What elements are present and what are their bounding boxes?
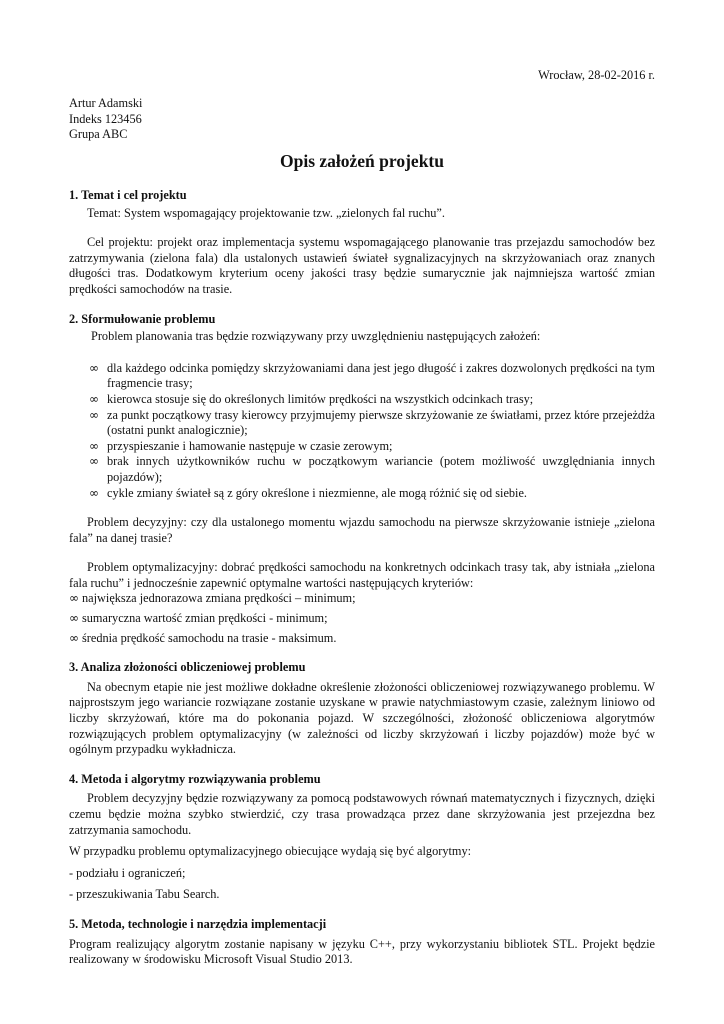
section-4-heading: 4. Metoda i algorytmy rozwiązywania problemu: [69, 771, 321, 786]
infinity-bullet-icon: ∞: [69, 611, 79, 626]
section-4-text: Problem decyzyjny będzie rozwiązywany za pomocą podstawowych równań matematycznych i fizycznych, dzięki czemu będzie można szybko stwierdzić, czy trasa prowadząca przez dane skrzyżowania jest przejezdna bez zatrzymania samochodu.: [69, 791, 655, 837]
section-3-text: Na obecnym etapie nie jest możliwe dokładne określenie złożoności obliczeniowej rozwiązywanego problemu. W najprostszym jego wariancie rozwiązane zostanie uzyskane w prawie natychmiastowym czasie, zależnym liniowo od liczby skrzyżowań, które ma do pokonania pojazd. W szczególności, złożoność obliczeniowa algorytmów rozwiązujących problem optymalizacyjny (w zależności od liczby skrzyżowań i liczby pojazdów) może być w ogólnym przypadku wykładnicza.: [69, 679, 655, 757]
document-date: Wrocław, 28-02-2016 r.: [538, 68, 655, 82]
author-name: Artur Adamski: [69, 96, 143, 110]
author-block: [69, 96, 142, 143]
author-group: Grupa ABC: [69, 127, 128, 142]
list-item: ∞ brak innych użytkowników ruchu w początkowym wariancie (potem możliwość uwzględniania innych pojazdów);: [89, 454, 655, 484]
author-index: Indeks 123456: [69, 111, 142, 126]
algorithm-item: - podziału i ograniczeń;: [69, 865, 186, 880]
list-item: ∞ sumaryczna wartość zmian prędkości - minimum;: [69, 611, 328, 626]
section-5-heading: 5. Metoda, technologie i narzędzia implementacji: [69, 916, 327, 931]
section-2-heading: 2. Sformułowanie problemu: [69, 311, 216, 326]
list-item: ∞ największa jednorazowa zmiana prędkości – minimum;: [69, 591, 356, 606]
section-1-goal: Cel projektu: projekt oraz implementacja systemu wspomagającego planowanie tras przejazdu samochodów bez zatrzymywania (zielona fala) dla ustalonych ustawień świateł sygnalizacyjnych na skrzyżowaniach oraz znanych długości tras. Dodatkowym kryterium oceny jakości trasy będzie sumarycznie jak najmniejsza wartość zmian prędkości samochodów na trasie.: [69, 235, 655, 296]
list-item: ∞ średnia prędkość samochodu na trasie - maksimum.: [69, 630, 337, 645]
infinity-bullet-icon: ∞: [89, 438, 99, 453]
optimization-problem-text: Problem optymalizacyjny: dobrać prędkości samochodu na konkretnych odcinkach trasy tak, aby istniała „zielona fala ruchu” i jednocześnie zapewnić optymalne wartości następujących kryteriów:: [69, 560, 655, 590]
infinity-bullet-icon: ∞: [69, 630, 79, 645]
list-item: ∞ kierowca stosuje się do określonych limitów prędkości na wszystkich odcinkach trasy;: [89, 391, 534, 406]
assumptions-list: [69, 361, 655, 501]
criteria-list: [69, 591, 655, 646]
document-content: [69, 188, 655, 968]
section-5-text: Program realizujący algorytm zostanie napisany w języku C++, przy wykorzystaniu bibliotek STL. Projekt będzie realizowany w środowisku Microsoft Visual Studio 2013.: [69, 936, 655, 967]
algorithms-intro: W przypadku problemu optymalizacyjnego obiecujące wydają się być algorytmy:: [69, 844, 472, 859]
infinity-bullet-icon: ∞: [89, 391, 99, 406]
list-item: ∞ za punkt początkowy trasy kierowcy przyjmujemy pierwsze skrzyżowanie ze światłami, przez które przejeżdża (ostatni punkt analogicznie);: [89, 407, 655, 438]
document-title: Opis założeń projektu: [280, 151, 444, 171]
section-2-intro: Problem planowania tras będzie rozwiązywany przy uwzględnieniu następujących założeń:: [91, 329, 541, 344]
algorithm-item: - przeszukiwania Tabu Search.: [69, 887, 220, 902]
infinity-bullet-icon: ∞: [89, 407, 99, 422]
decision-problem-text: Problem decyzyjny: czy dla ustalonego momentu wjazdu samochodu na pierwsze skrzyżowanie istnieje „zielona fala” na danej trasie?: [69, 515, 655, 545]
infinity-bullet-icon: ∞: [69, 591, 79, 606]
section-3-heading: 3. Analiza złożoności obliczeniowej problemu: [69, 660, 306, 675]
infinity-bullet-icon: ∞: [89, 454, 99, 469]
section-1-heading: 1. Temat i cel projektu: [69, 188, 187, 202]
list-item: ∞ dla każdego odcinka pomiędzy skrzyżowaniami dana jest jego długość i zakres dozwolonych prędkości na tym fragmencie trasy;: [89, 360, 655, 391]
list-item: ∞ cykle zmiany świateł są z góry określone i niezmienne, ale mogą różnić się od siebie.: [89, 485, 527, 500]
list-item: ∞ przyspieszanie i hamowanie następuje w czasie zerowym;: [89, 438, 393, 453]
infinity-bullet-icon: ∞: [89, 485, 99, 500]
infinity-bullet-icon: ∞: [89, 360, 99, 375]
section-1-topic: Temat: System wspomagający projektowanie tzw. „zielonych fal ruchu”.: [87, 205, 445, 220]
